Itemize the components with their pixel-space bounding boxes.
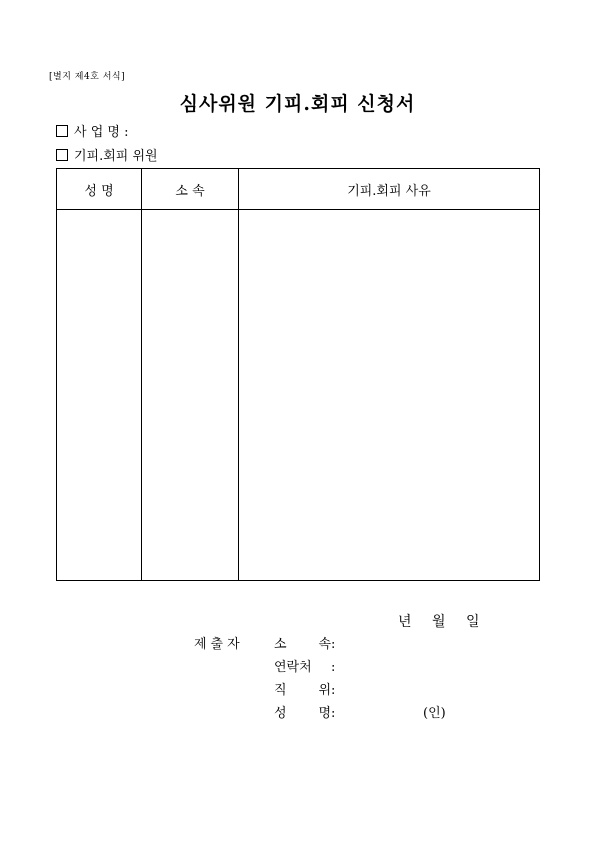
name-cell[interactable] <box>57 210 142 581</box>
signature-affiliation <box>274 633 335 652</box>
page-title: 심사위원 기피.회피 신청서 <box>179 93 416 115</box>
table-header-row <box>57 169 540 210</box>
seal-mark: (인) <box>423 706 446 721</box>
colon: : <box>331 706 336 721</box>
affiliation-label: 소 속 <box>274 637 331 652</box>
form-reference: [별지 제4호 서식] <box>49 72 126 82</box>
colon: : <box>331 637 336 652</box>
header-name: 성 명 <box>57 169 142 210</box>
header-affiliation: 소 속 <box>142 169 239 210</box>
name-label: 성 명 <box>274 706 331 721</box>
position-label: 직 위 <box>274 683 331 698</box>
reason-table <box>56 168 540 581</box>
signature-name <box>274 702 335 721</box>
business-name-label: 사 업 명 : <box>74 125 129 140</box>
business-name-field <box>56 121 128 140</box>
colon: : <box>331 660 336 675</box>
checkbox-icon[interactable] <box>56 149 68 161</box>
colon: : <box>331 683 336 698</box>
member-label: 기피.회피 위원 <box>74 149 158 164</box>
date-line: 년 월 일 <box>398 614 480 630</box>
reason-cell[interactable] <box>239 210 540 581</box>
member-field <box>56 145 158 164</box>
checkbox-icon[interactable] <box>56 125 68 137</box>
affiliation-cell[interactable] <box>142 210 239 581</box>
contact-label: 연락처 <box>274 660 312 675</box>
submitter-label: 제출자 <box>194 637 244 652</box>
signature-position <box>274 679 335 698</box>
header-reason: 기피.회피 사유 <box>239 169 540 210</box>
signature-contact <box>274 656 335 675</box>
table-row <box>57 210 540 581</box>
